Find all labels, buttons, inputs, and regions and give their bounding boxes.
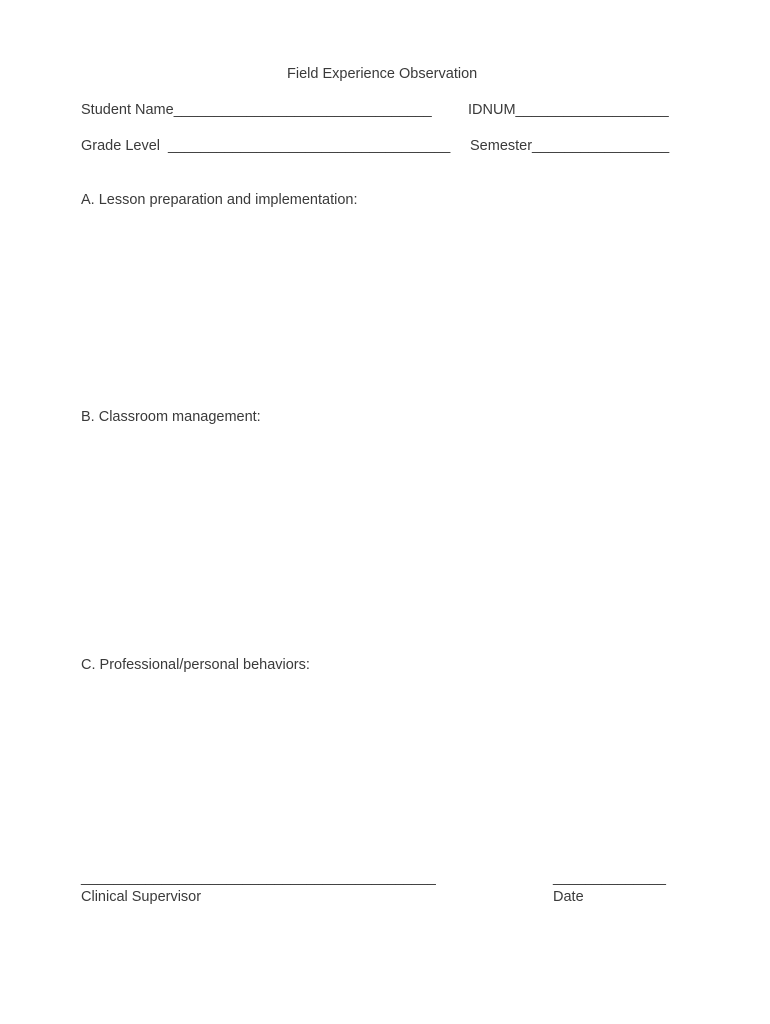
section-classroom-management: B. Classroom management:	[81, 409, 261, 425]
date-label: Date	[553, 889, 584, 905]
section-lesson-preparation: A. Lesson preparation and implementation:	[81, 192, 358, 208]
section-professional-behaviors: C. Professional/personal behaviors:	[81, 657, 310, 673]
idnum-field[interactable]: IDNUM___________________	[468, 102, 669, 118]
semester-field[interactable]: Semester_________________	[470, 138, 670, 154]
supervisor-label: Clinical Supervisor	[81, 889, 202, 905]
student-name-field[interactable]: Student Name________________________________	[81, 102, 432, 118]
supervisor-signature-line[interactable]: ____________________________________________	[81, 870, 436, 886]
date-signature-line[interactable]: ______________	[553, 870, 666, 886]
grade-level-field[interactable]: Grade Level ___________________________________	[81, 138, 451, 154]
document-title: Field Experience Observation	[287, 66, 478, 82]
